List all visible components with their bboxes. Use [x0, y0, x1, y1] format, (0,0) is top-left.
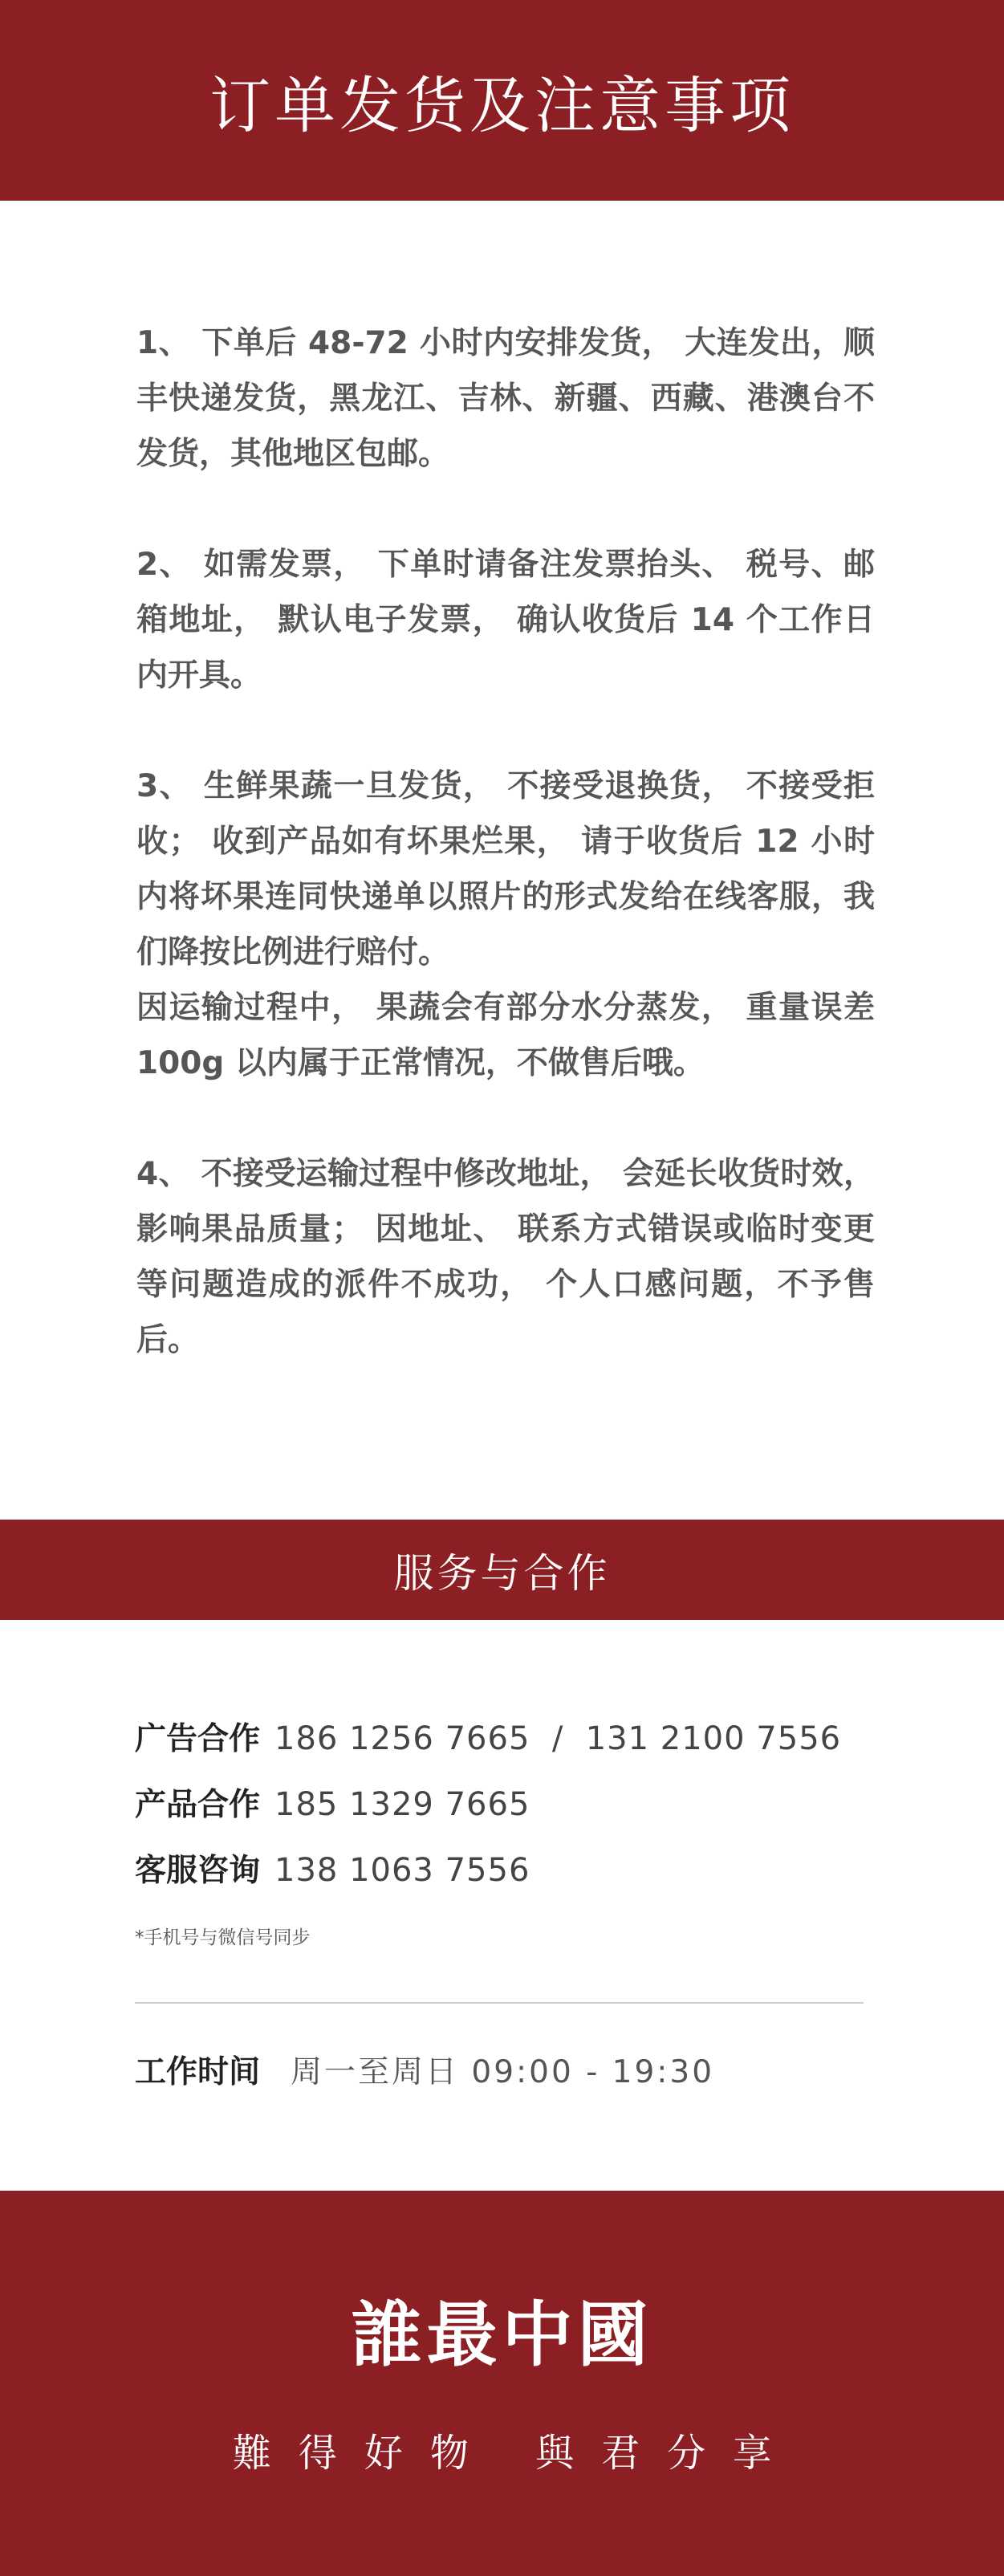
service-title: 服务与合作	[393, 1549, 611, 1597]
wechat-note: *手机号与微信号同步	[135, 1927, 311, 1948]
note-item	[136, 315, 875, 482]
contact-label: 广告合作	[135, 1721, 261, 1757]
contact-phone: 186 1256 7665 / 131 2100 7556	[274, 1720, 842, 1757]
note-text: 3、 生鲜果蔬一旦发货， 不接受退换货， 不接受拒收； 收到产品如有坏果烂果， 请于收货后 12 小时内将坏果连同快递单以照片的形式发给在线客服，我们降按比例进行赔付。	[136, 768, 875, 971]
contact-label: 产品合作	[135, 1787, 261, 1823]
divider	[135, 2002, 864, 2004]
contact-row-product	[135, 1780, 865, 1846]
header-banner	[0, 0, 1004, 201]
note-item	[136, 759, 875, 1091]
contact-list	[135, 1714, 865, 1949]
brand-logo-text: 誰最中國	[351, 2293, 653, 2376]
working-hours	[135, 2047, 714, 2092]
hours-value: 周一至周日 09:00 - 19:30	[291, 2054, 715, 2090]
note-item	[136, 1146, 875, 1368]
contact-phone: 185 1329 7665	[274, 1786, 530, 1823]
footer-banner	[0, 2191, 1004, 2576]
service-banner	[0, 1520, 1004, 1620]
page-title: 订单发货及注意事项	[209, 69, 795, 141]
contact-phone: 138 1063 7556	[274, 1852, 530, 1889]
note-item	[136, 537, 875, 703]
note-text: 4、 不接受运输过程中修改地址， 会延长收货时效， 影响果品质量； 因地址、 联系方式错误或临时变更等问题造成的派件不成功， 个人口感问题，不予售后。	[136, 1156, 875, 1358]
contact-label: 客服咨询	[135, 1853, 261, 1889]
note-text: 2、 如需发票， 下单时请备注发票抬头、 税号、邮箱地址， 默认电子发票， 确认收货后 14 个工作日内开具。	[136, 547, 875, 694]
hours-label: 工作时间	[135, 2054, 261, 2090]
contact-row-ads	[135, 1714, 865, 1780]
contact-row-support	[135, 1846, 865, 1911]
brand-slogan: 難得好物 與君分享	[232, 2431, 799, 2476]
shipping-notes	[136, 315, 875, 1423]
note-extra-text: 因运输过程中， 果蔬会有部分水分蒸发， 重量误差 100g 以内属于正常情况，不做售后哦。	[136, 990, 875, 1081]
note-text: 1、 下单后 48-72 小时内安排发货， 大连发出，顺丰快递发货，黑龙江、吉林、新疆、西藏、港澳台不发货，其他地区包邮。	[136, 325, 875, 472]
